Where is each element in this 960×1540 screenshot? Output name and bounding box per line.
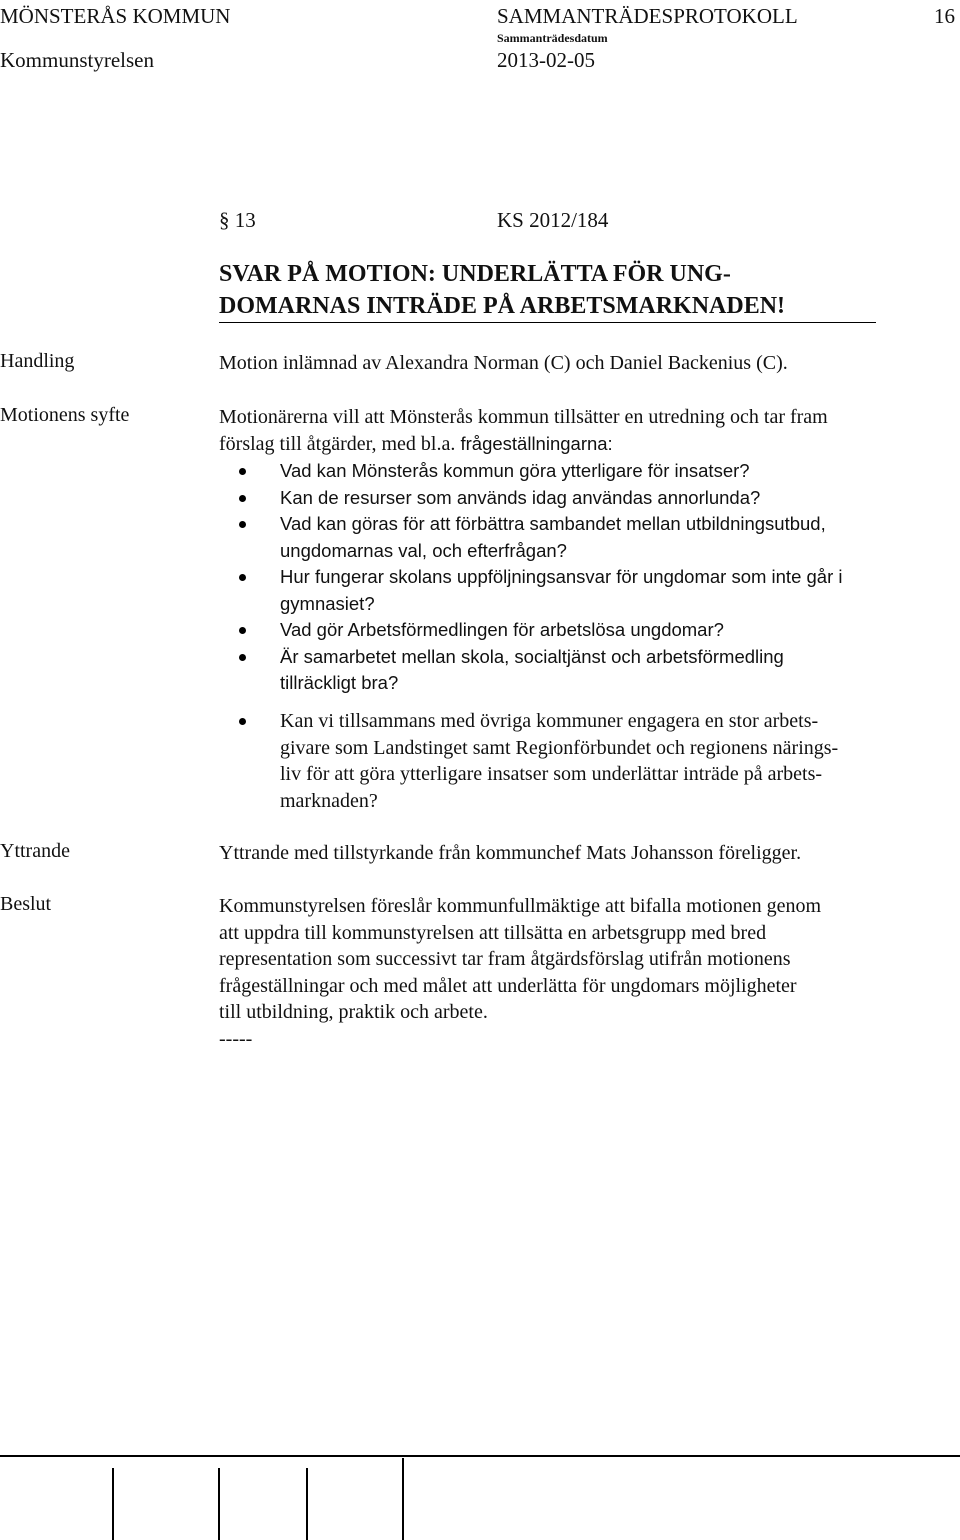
bullet-text-line: Hur fungerar skolans uppföljningsansvar för ungdomar som inte går i (280, 566, 843, 587)
list-item (219, 458, 939, 485)
bullet-icon (239, 574, 246, 581)
bullet-icon (239, 495, 246, 502)
signature-box-divider (218, 1468, 220, 1540)
section-title (219, 258, 785, 322)
bullet-icon (239, 654, 246, 661)
question-list (219, 458, 939, 697)
list-item (219, 617, 939, 644)
beslut-line-1: Kommunstyrelsen föreslår kommunfullmäktige att bifalla motionen genom (219, 895, 822, 917)
signature-rule (0, 1455, 960, 1457)
title-line-2: DOMARNAS INTRÄDE PÅ ARBETSMARKNADEN! (219, 293, 786, 319)
date-label: Sammanträdesdatum (497, 31, 608, 45)
page-number: 16 (934, 4, 955, 28)
paragraph-number: § 13 (219, 208, 256, 232)
title-underline (219, 322, 876, 323)
label-handling: Handling (0, 350, 75, 372)
bullet-text-line: ungdomarnas val, och efterfrågan? (280, 539, 567, 561)
list-item (219, 564, 939, 617)
signature-box-divider (112, 1468, 114, 1540)
syfte-intro (219, 404, 919, 457)
label-beslut: Beslut (0, 893, 52, 915)
signature-box-divider (402, 1458, 404, 1540)
last-question-list (219, 708, 939, 814)
yttrande-text: Yttrande med tillstyrkande från kommunchef Mats Johansson föreligger. (219, 842, 802, 864)
syfte-line-2 (219, 431, 919, 458)
syfte-line-2a: förslag till åtgärder, med bl.a. (219, 432, 456, 455)
signature-box-divider (306, 1468, 308, 1540)
beslut-line-5: till utbildning, praktik och arbete. (219, 1001, 488, 1023)
bullet-icon (239, 521, 246, 528)
bullet-text-line: Kan de resurser som används idag användas annorlunda? (280, 486, 761, 508)
beslut-line-3: representation som successivt tar fram åtgärdsförslag utifrån motionens (219, 948, 791, 970)
last-bullet-line-3: liv för att göra ytterligare insatser som underlättar inträde på arbets- (280, 763, 823, 785)
title-line-1: SVAR PÅ MOTION: UNDERLÄTTA FÖR UNG- (219, 261, 731, 287)
list-item (219, 644, 939, 697)
last-bullet-line-2: givare som Landstinget samt Regionförbundet och regionens närings- (280, 736, 839, 759)
beslut-line-4: frågeställningar och med målet att underlätta för ungdomars möjligheter (219, 974, 797, 997)
label-motionens-syfte: Motionens syfte (0, 404, 130, 426)
bullet-text-line: Är samarbetet mellan skola, socialtjänst och arbetsförmedling (280, 645, 784, 667)
syfte-line-1: Motionärerna vill att Mönsterås kommun tillsätter en utredning och tar fram (219, 406, 828, 428)
handling-text: Motion inlämnad av Alexandra Norman (C) och Daniel Backenius (C). (219, 352, 788, 374)
syfte-line-2b: frågeställningarna: (455, 432, 613, 454)
last-bullet-line-4: marknaden? (280, 789, 378, 812)
list-item (219, 511, 939, 564)
doc-type: SAMMANTRÄDESPROTOKOLL (497, 4, 798, 28)
list-item (219, 485, 939, 512)
label-yttrande: Yttrande (0, 840, 70, 862)
list-item (219, 708, 939, 814)
bullet-icon (239, 627, 246, 634)
issuing-body: Kommunstyrelsen (0, 48, 154, 72)
bullet-text-line: Vad gör Arbetsförmedlingen för arbetslösa ungdomar? (280, 619, 724, 640)
beslut-text (219, 893, 919, 1052)
bullet-text-line: Vad kan Mönsterås kommun göra ytterligare för insatser? (280, 460, 750, 481)
last-bullet-line-1: Kan vi tillsammans med övriga kommuner engagera en stor arbets- (280, 710, 819, 732)
bullet-icon (239, 718, 246, 725)
bullet-text-line: Vad kan göras för att förbättra sambandet mellan utbildningsutbud, (280, 513, 826, 534)
org-name: MÖNSTERÅS KOMMUN (0, 4, 231, 28)
case-number: KS 2012/184 (497, 208, 609, 232)
end-marker: ----- (219, 1027, 253, 1050)
beslut-line-2: att uppdra till kommunstyrelsen att tillsätta en arbetsgrupp med bred (219, 921, 767, 944)
meeting-date: 2013-02-05 (497, 48, 595, 72)
bullet-icon (239, 468, 246, 475)
bullet-text-line: tillräckligt bra? (280, 672, 399, 693)
bullet-text-line: gymnasiet? (280, 592, 375, 614)
